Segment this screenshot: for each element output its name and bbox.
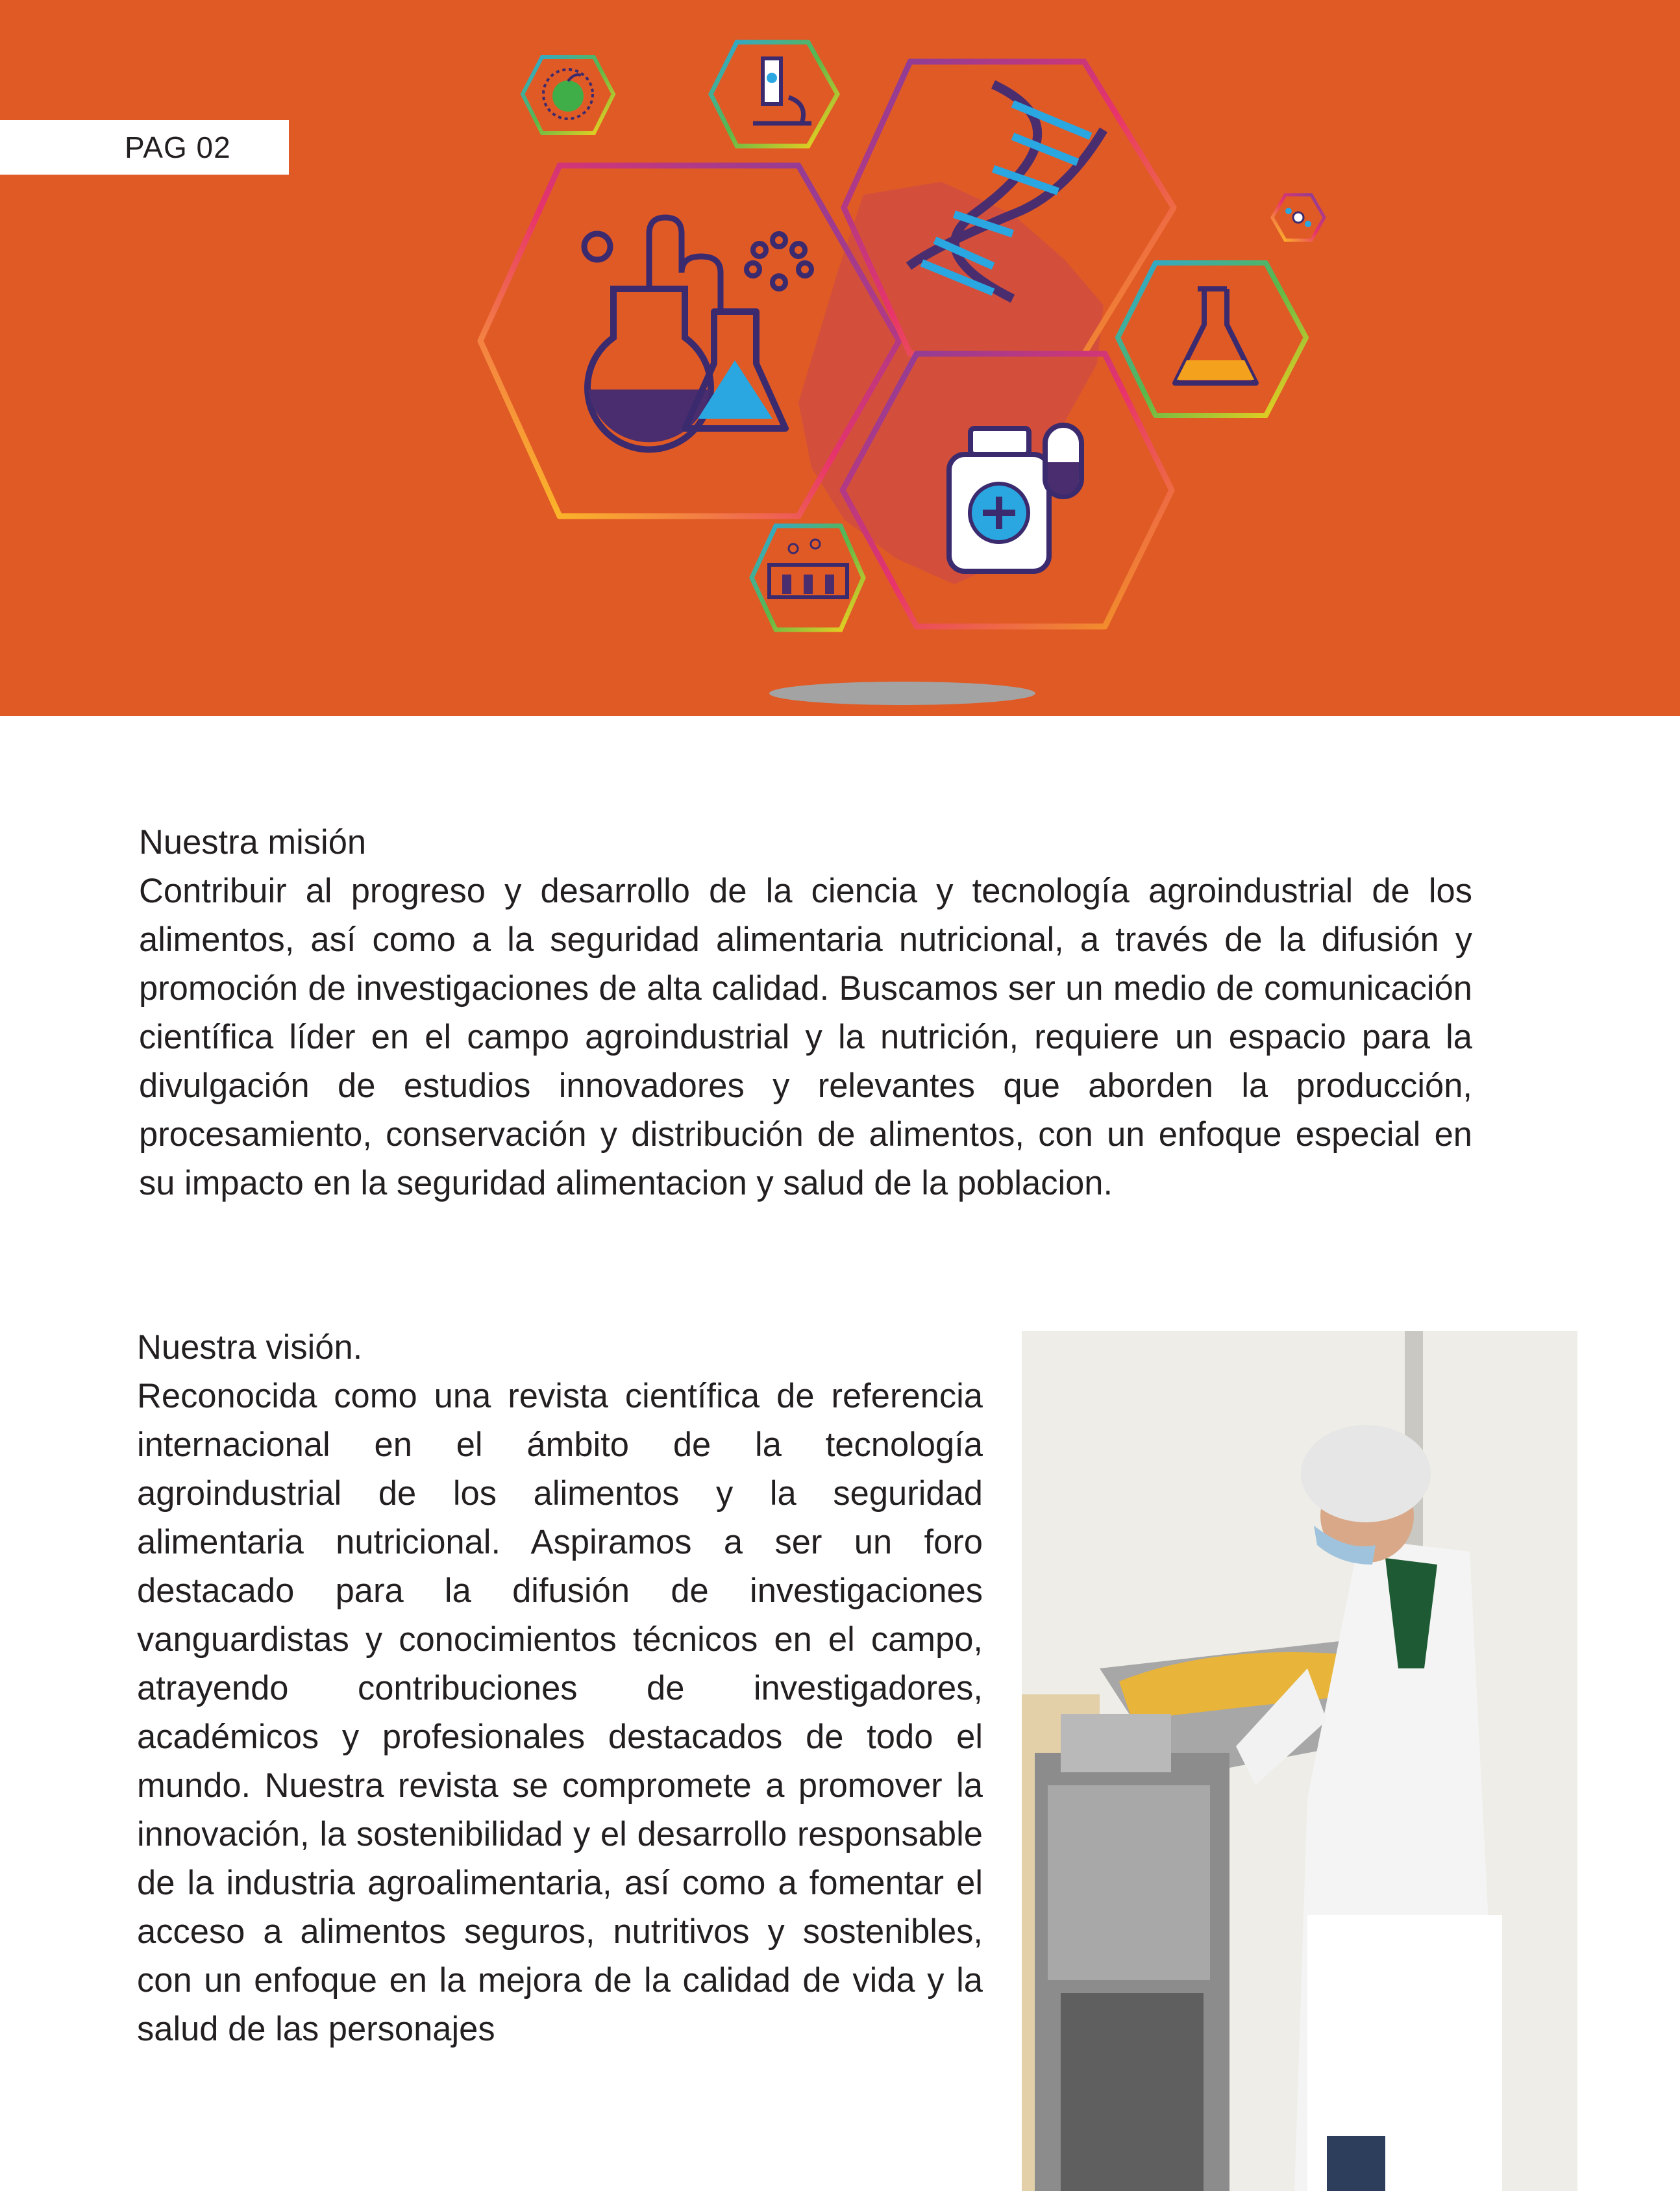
vision-section: [137, 1323, 983, 2053]
test-tubes-icon: [752, 526, 863, 630]
shadow-ellipse: [769, 682, 1035, 705]
mission-body: Contribuir al progreso y desarrollo de la ciencia y tecnología agroindustrial de los alimentos, así como a la seguridad alimentaria nutricional, a través de la difusión y promoción de investigaciones de alta calidad. Buscamos ser un medio de comunicación científica líder en el campo agroindustrial y la nutrición, requiere un espacio para la divulgación de estudios innovadores y relevantes que aborden la producción, procesamiento, conservación y distribución de alimentos, con un enfoque especial en su impacto en la seguridad alimentacion y salud de la poblacion.: [139, 872, 1472, 1202]
microscope-icon: [711, 42, 837, 146]
page-number-tag: PAG 02: [0, 120, 289, 175]
header-banner: [0, 0, 1680, 716]
vision-heading: Nuestra visión.: [137, 1328, 363, 1367]
molecule-icon: [1272, 195, 1324, 240]
apple-icon: [523, 57, 613, 133]
mission-heading: Nuestra misión: [139, 823, 367, 861]
science-illustration: [0, 0, 1680, 716]
vision-body: Reconocida como una revista científica de referencia internacional en el ámbito de la tecnología agroindustrial de los alimentos y la seguridad alimentaria nutricional. Aspiramos a ser un foro destacado para la difusión de investigaciones vanguardistas y conocimientos técnicos en el campo, atrayendo contribuciones de investigadores, académicos y profesionales destacados de todo el mundo. Nuestra revista se compromete a promover la innovación, la sostenibilidad y el desarrollo responsable de la industria agroalimentaria, así como a fomentar el acceso a alimentos seguros, nutritivos y sostenibles, con un enfoque en la mejora de la calidad de vida y la salud de las personajes: [137, 1377, 983, 2048]
mission-section: [139, 818, 1472, 1207]
lab-worker-photo: [1022, 1331, 1577, 2191]
flask-icon: [1118, 263, 1306, 415]
